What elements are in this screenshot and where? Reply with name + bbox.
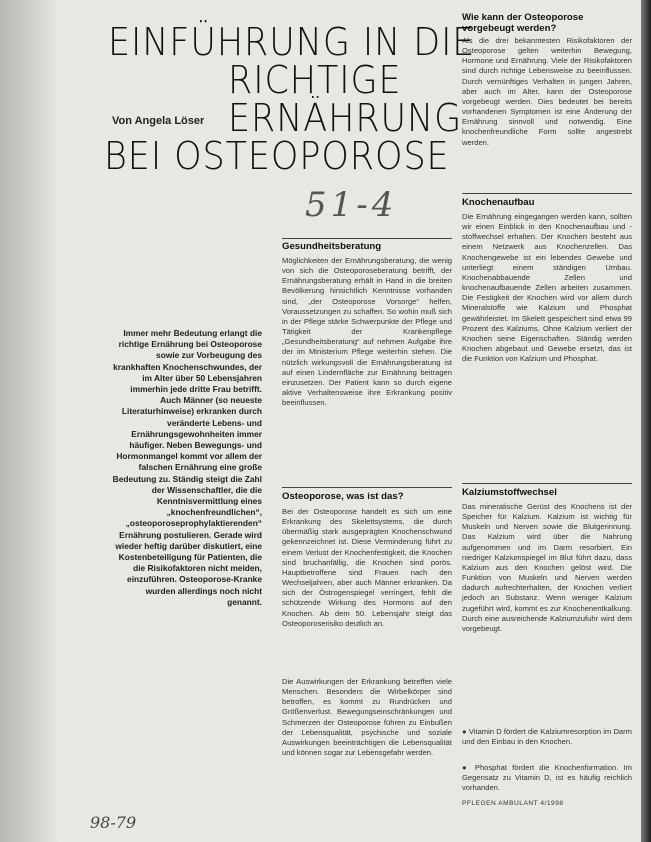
bullet-text: Vitamin D fördert die Kalziumresorption im Darm und den Einbau in den Knochen.: [462, 727, 632, 747]
section-rule: [462, 483, 632, 484]
section-rule: [282, 487, 452, 488]
author-byline: Von Angela Löser: [112, 115, 205, 127]
heading-osteoporose: Osteoporose, was ist das?: [282, 491, 404, 502]
paragraph: Die Auswirkungen der Erkrankung betreffen viele Menschen. Besonders die Wirbelkörper sind betroffen, es kommt zu Rundrücken und Größenverlust. Bewegungseinschränkungen und Schmerzen der Osteoporose führen zu Einbußen der Lebensqualität, psychische und soziale Auswirkungen beeinträchtigen die Lebensqualität und können sogar zur Lebensgefahr werden.: [282, 677, 452, 758]
text-osteoporose-1: [282, 507, 452, 669]
title-line-1: EINFÜHRUNG IN DIE: [108, 20, 476, 64]
text-vorbeugen: [462, 36, 632, 178]
book-binding-edge: [641, 0, 651, 842]
paragraph: Bei der Osteoporose handelt es sich um eine Erkrankung des Skelettsystems, die durch übermäßig stark ausgeprägten Knochenschwund gekennzeichnet ist. Diese Verminderung führt zu einem Verlust der Knochenfestigkeit, die Knochen sind bruchanfällig, die Knochen sind porös. Hauptbetroffene sind Frauen nach den Wechseljahren, aber auch Männer erkranken. Da sich der Östrogenspiegel verringert, fehlt die schützende Wirkung des Hormons auf den Knochen. Ab dem 50. Lebensjahr steigt das Osteoporoserisiko deutlich an.: [282, 507, 452, 628]
heading-gesundheitsberatung: Gesundheitsberatung: [282, 241, 382, 252]
section-rule: [282, 238, 452, 239]
heading-knochenaufbau: Knochenaufbau: [462, 197, 535, 208]
paragraph: Das mineralische Gerüst des Knochens ist der Speicher für Kalzium. Kalzium ist wichtig für Muskeln und Nerven sowie die Blutgerinnung. Das Kalzium wird über die Nahrung aufgenommen und im Darm resorbiert. Ein niedriger Kalziumspiegel im Blut führt dazu, dass Kalzium aus den Knochen gelöst wird. Die Funktion von Muskeln und Nerven werden dadurch aufrechterhalten, der Knochen verliert jedoch an Substanz. Wenn weniger Kalzium zugeführt wird, kommt es zur Knochenentkalkung. Durch eine ausreichende Kalziumzufuhr wird dem vorgebeugt.: [462, 502, 632, 633]
handwritten-note-bottom: 98-79: [90, 813, 137, 832]
paragraph: Die Ernährung eingegangen werden kann, sollten wir einen Einblick in den Knochenaufbau und -stoffwechsel erhalten. Der Knochen besteht aus einem Netzwerk aus Knochenzellen. Das Knochengewebe ist ein lebendes Gewebe und unterliegt einem ständigen Umbau. Knochenabbauende Zellen und knochenaufbauende Zellen arbeiten zusammen. Die Festigkeit der Knochen wird vor allem durch Mineralstoffe wie Kalzium und Phosphat gewährleistet. Im Skelett gespeichert sind etwa 99 Prozent des Kalziums. Ohne Kalzium verliert der Knochen seine Eigenschaften. Ständig werden Knochen abgebaut und Gewebe ersetzt, das ist die Funktion von Kalzium und Phosphat.: [462, 212, 632, 364]
text-gesundheitsberatung: [282, 256, 452, 466]
heading-kalziumstoffwechsel: Kalziumstoffwechsel: [462, 487, 557, 498]
title-line-3: ERNÄHRUNG: [228, 96, 463, 140]
section-rule: [462, 193, 632, 194]
bullet-phosphat: [462, 763, 632, 795]
title-line-4: BEI OSTEOPOROSE: [104, 134, 450, 178]
bullet-text: Phosphat fördert die Knochenformation. Im Gegensatz zu Vitamin D, ist es häufig reichlich vorhanden.: [462, 763, 632, 793]
magazine-footer: PFLEGEN AMBULANT 4/1998: [462, 800, 564, 807]
text-kalziumstoffwechsel: [462, 502, 632, 720]
heading-vorbeugen: Wie kann der Osteoporose vorgebeugt werden?: [462, 12, 584, 34]
bullet-icon: ●: [462, 763, 475, 772]
bullet-vitamin-d: [462, 727, 632, 759]
paragraph: Möglichkeiten der Ernährungsberatung, die wenig von sich die Osteoporoseberatung betrifft, der Ernährungsberatung erhält in Hand in die breiten Bevölkerung hinsichtlich Kenntnisse vorhanden sind, „der Osteoporose Vorsorge“ helfen, Voraussetzungen zu schaffen. So wohin muß sich in der Pflege stärke Schwerpunkte der Pflege und Tätigkeit der Krankenpflege „Gesundheitsberatung“ auf nehmen Aufgabe ihre der im Ministerium Pflege weiterhin stehen. Die nützlich wirkungsvoll die Ernährungsberatung ist auf einen Lindernfläche zur Ernährung beitragen einzusetzen. Der Patient kann so durch eigene aktive Verhaltensweise ihre Erkrankung positiv beeinflussen.: [282, 256, 452, 408]
text-osteoporose-2: [282, 677, 452, 789]
title-line-2: RICHTIGE: [228, 58, 402, 102]
intro-paragraph: Immer mehr Bedeutung erlangt die richtige Ernährung bei Osteoporose sowie zur Vorbeugung des krankhaften Knochenschwundes, der im Alter über 50 Lebensjahren immerhin jede dritte Frau betrifft. Auch Männer (so neueste Literaturhinweise) erkranken durch veränderte Lebens- und Ernährungsgewohnheiten immer häufiger. Neben Bewegungs- und Hormonmangel kommt vor allem der falschen Ernährung eine große Bedeutung zu. Ständig steigt die Zahl der Wissenschaftler, die die Kenntnisvermittlung eines „knochenfreundlichen“, „osteoporoseprophylaktierenden“ Ernährung postulieren. Gerade wird wieder heftig darüber diskutiert, eine Kostenbeteiligung für Patienten, die die Risikofaktoren nicht meiden, einzuführen. Osteoporose-Kranke wurden allerdings noch nicht genannt.: [112, 328, 262, 607]
bullet-icon: ●: [462, 727, 469, 736]
text-knochenaufbau: [462, 212, 632, 474]
page-gutter-shadow: [0, 0, 60, 842]
handwritten-note-top: 51-4: [305, 185, 398, 225]
paragraph: Als die drei bekanntesten Risikofaktoren der Osteoporose gelten weiterhin Bewegung, Hormone und Ernährung. Viele der Risikofaktoren sind durch richtige Lebensweise zu beeinflussen. Durch vernünftiges Verhalten in jungen Jahren, aber auch im Alter, kann der Osteoporose vorgebeugt werden. Dies bedeutet bei bereits vorhandenen Symptomen ist eine Änderung der Ernährung sinnvoll und notwendig. Eine knochenfreundliche Form sollte angestrebt werden.: [462, 36, 632, 147]
